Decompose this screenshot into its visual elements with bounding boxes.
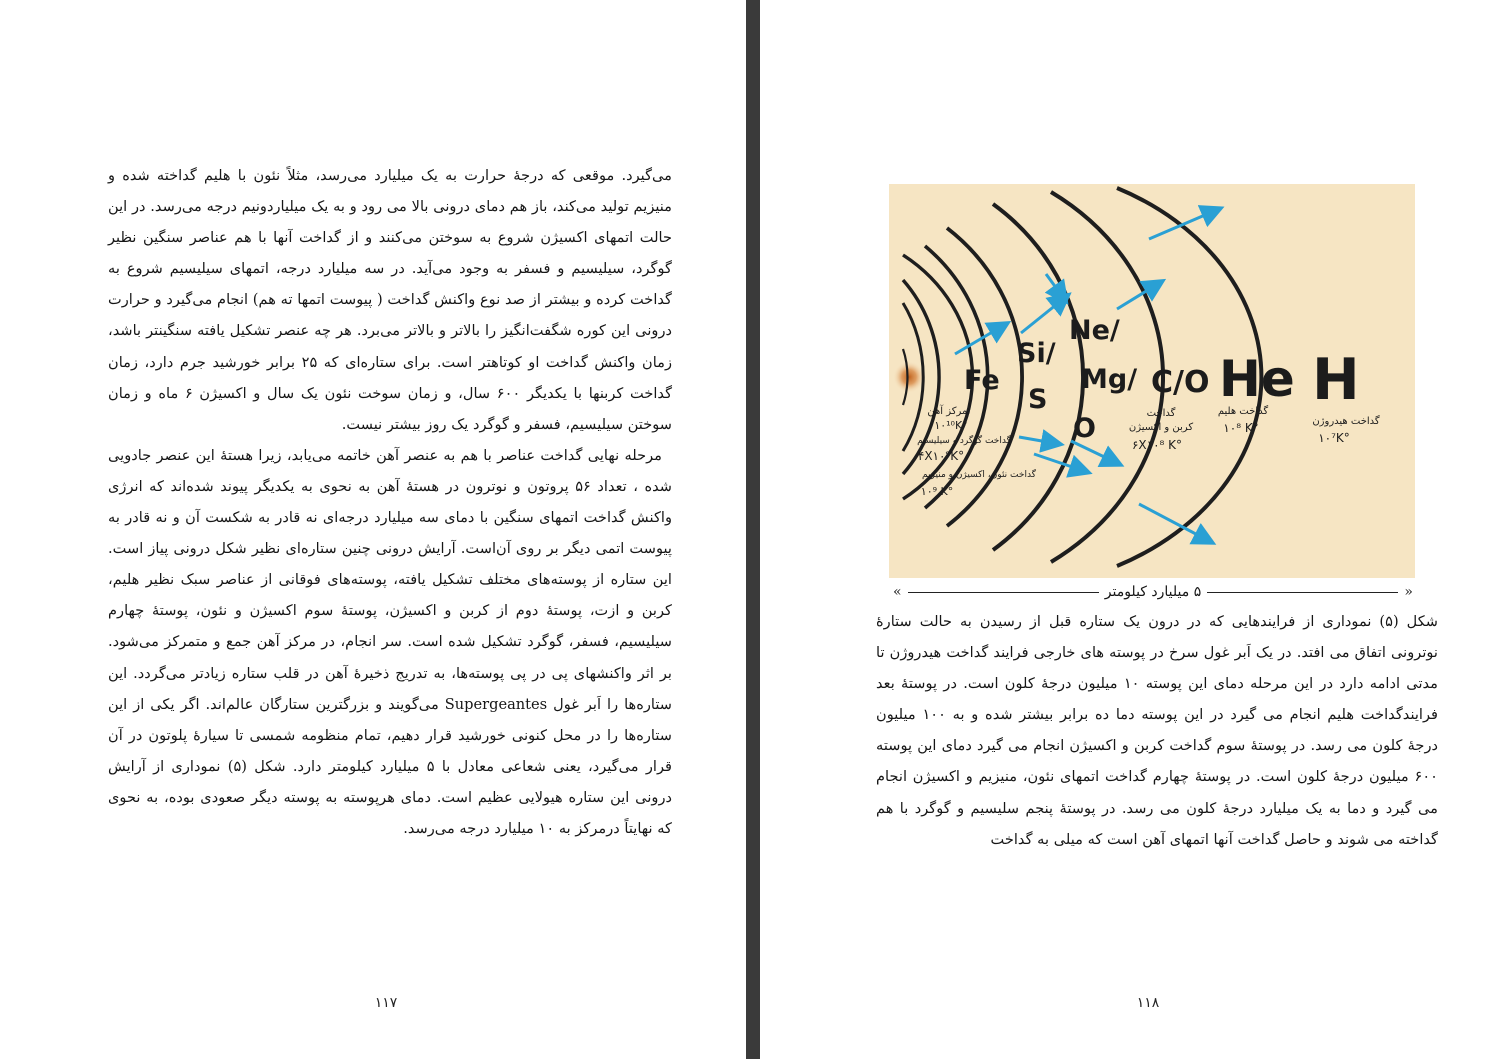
iron-core	[893, 361, 925, 393]
scale-open-quote: «	[1404, 584, 1413, 600]
right-paragraph: شکل (۵) نموداری از فرایندهایی که در درون یک ستاره قبل از رسیدن به حالت ستارهٔ نوترونی اتفاق می افتد. در یک اَبر غول سرخ در پوسته های خارجی فرایند گداخت هیدروژن تا مدتی ادامه دارد در این مرحله دمای این پوسته ۱۰ میلیون درجهٔ کلون است. در پوستهٔ بعد فرایندگداخت هلیم انجام می گیرد در این پوسته دما ده برابر بیشتر شده و به ۱۰۰ میلیون درجهٔ کلون می رسد. در پوستهٔ سوم گداخت کربن و اکسیژن انجام می گیرد دمای این پوسته ۶۰۰ میلیون درجهٔ کلون است. در پوستهٔ چهارم گداخت اتمهای نئون، منیزیم و اکسیژن انجام می گیرد و دما به یک میلیارد درجهٔ کلون می رسد. در پوستهٔ پنجم سلیسیم و گوگرد با هم گداخته می شوند و حاصل گداخت آنها اتمهای آهن است که میلی به گداخت	[876, 613, 1439, 848]
label-fe: Fe	[964, 365, 1000, 396]
caption-he-2: ۱۰⁸ K°	[1223, 421, 1259, 435]
caption-si-1: گداخت گوگرد و سیلیسیم	[917, 436, 1011, 446]
label-o: O	[1073, 413, 1096, 444]
left-page-number: ۱۱۷	[374, 995, 398, 1011]
caption-fe-2: ۱۰¹⁰K°	[934, 419, 968, 432]
caption-co-3: ۶X۱۰⁸ K°	[1131, 438, 1183, 452]
star-shells-figure	[889, 184, 1415, 578]
label-si: Si/	[1017, 338, 1056, 369]
label-s: S	[1028, 384, 1048, 415]
caption-fe-1: تمرکز آهن	[927, 406, 971, 417]
label-co: C/O	[1151, 365, 1210, 400]
caption-si-2: ۴X۱۰⁹K°	[917, 449, 965, 463]
scale-label: ۵ میلیارد کیلومتر	[1104, 584, 1202, 600]
label-ne: Ne/	[1069, 315, 1120, 346]
left-paragraph-1: می‌گیرد. موقعی که درجهٔ حرارت به یک میلیارد می‌رسد، مثلاً نئون با هلیم گداخته شده و منیزیم تولید می‌کند، باز هم دمای درونی بالا می رود و به یک میلیاردونیم درجه می‌رسد. در این حالت اتمهای اکسیژن شروع به سوختن می‌کنند و از گداخت آنها با هم عناصر سنگین نظیر گوگرد، سیلیسیم و فسفر به وجود می‌آید. در سه میلیارد درجه، اتمهای سیلیسیم شروع به گداخت کرده و بیشتر از صد نوع واکنش گداخت ( پیوست اتمها ته هم) انجام می‌گیرد و حرارت درونی این کوره شگفت‌انگیز را بالاتر و بالاتر می‌برد. هر چه عنصر تشکیل یافته سنگینتر باشد، زمان واکنش گداخت او کوتاهتر است. برای ستاره‌ای که ۲۵ برابر خورشید جرم دارد، زمان گداخت کربنها با یکدیگر ۶۰۰ سال، و زمان سوخت نئون یک سال و اکسیژن ۶ ماه و زمان سوختن سیلیسیم، فسفر و گوگرد یک روز بیشتر نیست.	[108, 167, 673, 433]
label-mg: Mg/	[1081, 364, 1138, 395]
book-gutter	[746, 0, 760, 1059]
caption-co-2: کربن و اکسیژن	[1128, 422, 1194, 433]
caption-h-2: ۱۰⁷K°	[1318, 431, 1350, 445]
left-page-text	[108, 160, 672, 844]
label-h: H	[1312, 347, 1360, 413]
scale-caption	[893, 580, 1413, 604]
right-page-text	[876, 606, 1438, 855]
scale-close-quote: »	[892, 584, 902, 600]
right-page-number: ۱۱۸	[1136, 995, 1160, 1011]
caption-he-1: گداخت هلیم	[1217, 406, 1269, 417]
scale-dash-right	[1207, 592, 1398, 593]
star-shells-diagram	[889, 184, 1415, 578]
left-paragraph-2: مرحله نهایی گداخت عناصر با هم به عنصر آهن خاتمه می‌یابد، زیرا هستهٔ این عنصر جادویی شده ، تعداد ۵۶ پروتون و نوترون در هستهٔ آهن به نحوی به یکدیگر پیوند شده‌اند که انرژی واکنش گداخت اتمهای سنگین با دمای سه میلیارد درجه‌ای نه قادر به شکست آن و نه قادر به پیوست اتمی دیگر بر روی آن‌است. آرایش درونی چنین ستاره‌ای نظیر شکل درونی پیاز است. این ستاره از پوسته‌های مختلف تشکیل یافته، پوسته‌های فوقانی از عناصر سبک نظیر هلیم، کربن و ازت، پوستهٔ دوم از کربن و اکسیژن، پوستهٔ سوم اکسیژن و نئون، پوستهٔ چهارم سیلیسیم، فسفر، گوگرد تشکیل شده است. سر انجام، در مرکز آهن جمع و متمرکز می‌شود. بر اثر واکنشهای پی در پی پوسته‌ها، به تدریج ذخیرهٔ آهن در قلب ستاره زیادتر می‌گردد. این ستاره‌ها را اَبر غول Supergeantes می‌گویند و بزرگترین ستارگان عالم‌اند. اگر یکی از این ستاره‌ها را در محل کنونی خورشید قرار دهیم، تمام منظومه شمسی تا سیارهٔ پلوتون در آن قرار می‌گیرد، یعنی شعاعی معادل با ۵ میلیارد کیلومتر دارد. شکل (۵) نموداری از آرایش درونی این ستاره هیولایی عظیم است. دمای هرپوسته به پوسته دیگر صعودی بوده، به نحوی که نهایتاً درمرکز به ۱۰ میلیارد درجه می‌رسد.	[108, 446, 673, 837]
caption-co-1: گداخت	[1146, 408, 1176, 419]
label-he: He	[1219, 350, 1295, 408]
caption-ne-2: ۱۰⁹ K°	[920, 485, 954, 498]
caption-ne-1: گداخت نئون، اکسیژن و منیزیم	[922, 470, 1036, 480]
scale-dash-left	[908, 592, 1099, 593]
caption-h-1: گداخت هیدروژن	[1312, 416, 1380, 427]
